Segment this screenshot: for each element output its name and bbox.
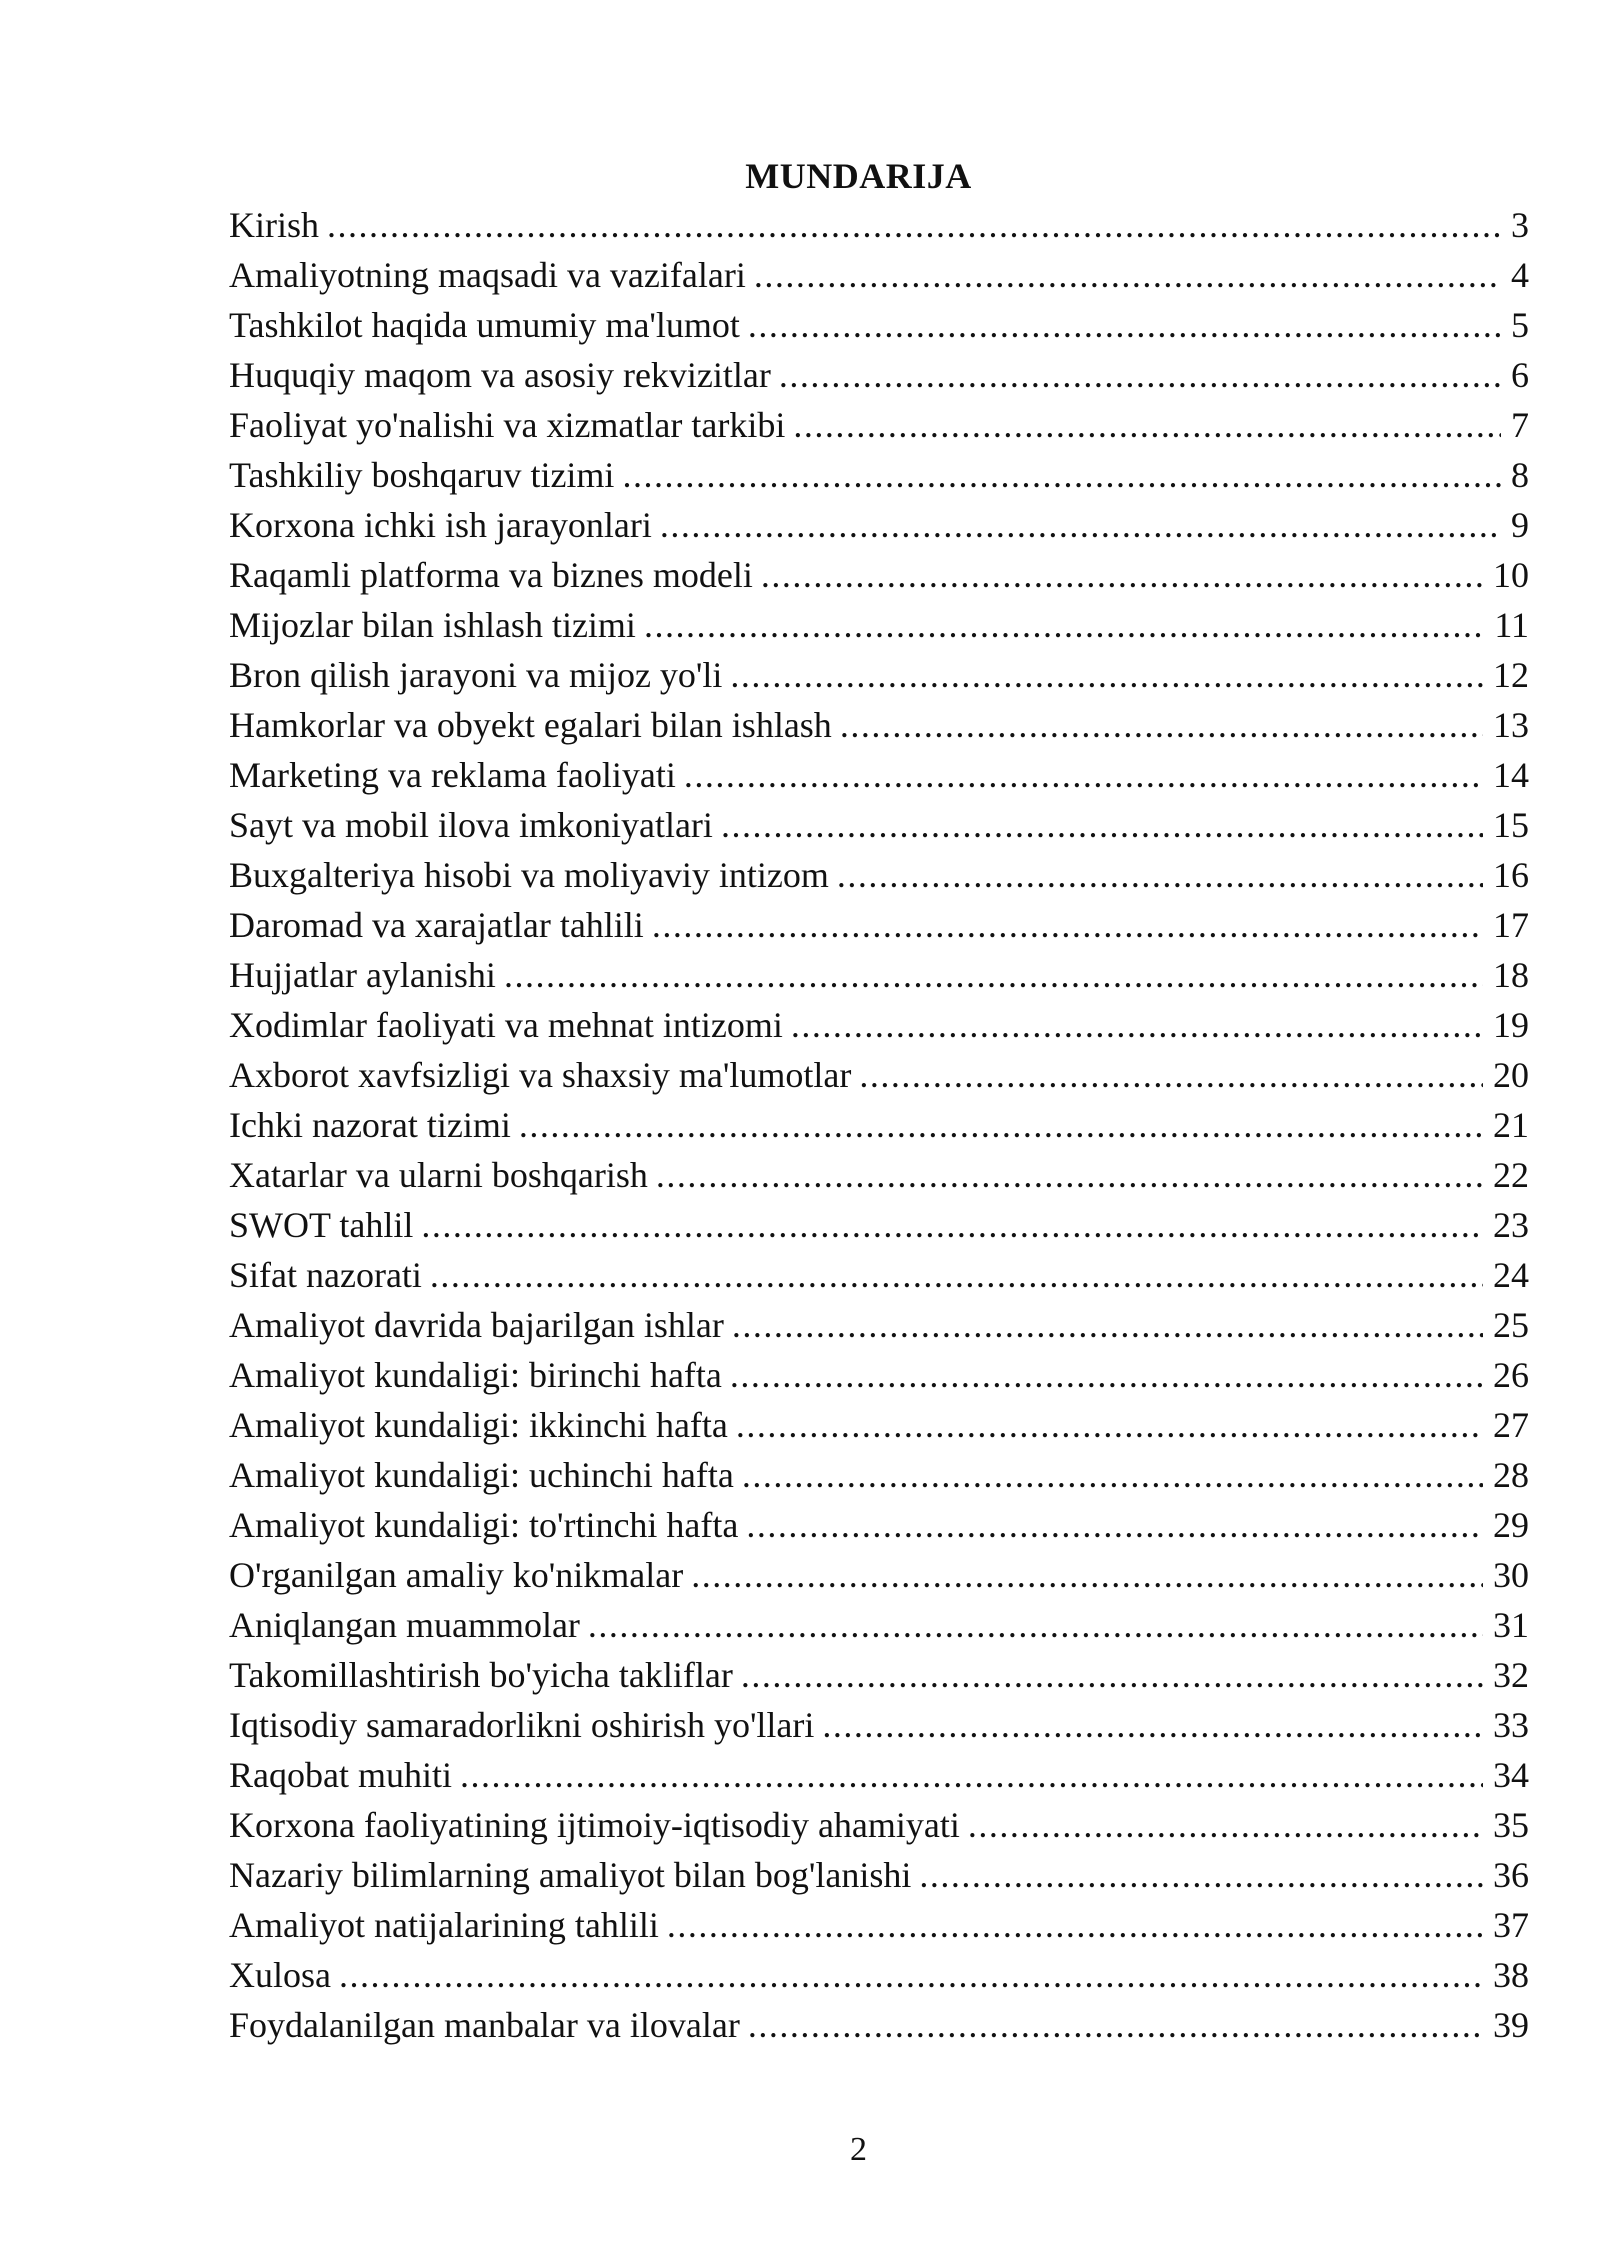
toc-entry-page: 7: [1511, 405, 1529, 445]
toc-entry[interactable]: [229, 1750, 1529, 1800]
toc-dot-leader: [791, 1000, 1483, 1050]
toc-entry-label: Xatarlar va ularni boshqarish: [229, 1155, 648, 1195]
toc-dot-leader: [859, 1050, 1483, 1100]
toc-entry[interactable]: [229, 800, 1529, 850]
toc-dot-leader: [339, 1950, 1483, 2000]
toc-dot-leader: [840, 700, 1483, 750]
toc-entry-page: 19: [1493, 1005, 1529, 1045]
toc-entry-label: Foydalanilgan manbalar va ilovalar: [229, 2005, 740, 2045]
toc-entry[interactable]: [229, 650, 1529, 700]
toc-entry-label: Kirish: [229, 205, 319, 245]
toc-dot-leader: [430, 1250, 1483, 1300]
toc-dot-leader: [754, 250, 1501, 300]
toc-entry-page: 24: [1493, 1255, 1529, 1295]
toc-entry-page: 3: [1511, 205, 1529, 245]
toc-entry-label: Korxona faoliyatining ijtimoiy-iqtisodiy ahamiyati: [229, 1805, 960, 1845]
toc-entry-page: 21: [1493, 1105, 1529, 1145]
toc-entry-label: Nazariy bilimlarning amaliyot bilan bog'lanishi: [229, 1855, 912, 1895]
toc-entry-label: Amaliyot kundaligi: to'rtinchi hafta: [229, 1505, 739, 1545]
toc-dot-leader: [622, 450, 1501, 500]
toc-entry-page: 34: [1493, 1755, 1529, 1795]
toc-entry-label: Raqobat muhiti: [229, 1755, 452, 1795]
toc-entry-label: Iqtisodiy samaradorlikni oshirish yo'llari: [229, 1705, 815, 1745]
toc-entry-page: 39: [1493, 2005, 1529, 2045]
toc-entry-page: 18: [1493, 955, 1529, 995]
toc-dot-leader: [327, 200, 1501, 250]
toc-entry[interactable]: [229, 400, 1529, 450]
toc-entry[interactable]: [229, 450, 1529, 500]
toc-entry[interactable]: [229, 550, 1529, 600]
toc-entry-page: 9: [1511, 505, 1529, 545]
toc-entry[interactable]: [229, 250, 1529, 300]
toc-entry[interactable]: [229, 750, 1529, 800]
toc-entry[interactable]: [229, 1450, 1529, 1500]
toc-entry-page: 28: [1493, 1455, 1529, 1495]
toc-entry-label: Amaliyot kundaligi: uchinchi hafta: [229, 1455, 734, 1495]
toc-entry-page: 27: [1493, 1405, 1529, 1445]
toc-dot-leader: [460, 1750, 1483, 1800]
toc-entry-label: Raqamli platforma va biznes modeli: [229, 555, 753, 595]
toc-entry-label: Aniqlangan muammolar: [229, 1605, 580, 1645]
toc-entry[interactable]: [229, 900, 1529, 950]
toc-entry-page: 25: [1493, 1305, 1529, 1345]
toc-entry-page: 20: [1493, 1055, 1529, 1095]
toc-entry[interactable]: [229, 1850, 1529, 1900]
toc-dot-leader: [837, 850, 1483, 900]
toc-entry-label: Tashkiliy boshqaruv tizimi: [229, 455, 615, 495]
toc-dot-leader: [519, 1100, 1483, 1150]
toc-dot-leader: [741, 1650, 1483, 1700]
toc-entry-page: 23: [1493, 1205, 1529, 1245]
toc-entry-label: Sayt va mobil ilova imkoniyatlari: [229, 805, 713, 845]
toc-entry[interactable]: [229, 1700, 1529, 1750]
toc-entry-label: O'rganilgan amaliy ko'nikmalar: [229, 1555, 684, 1595]
toc-entry-page: 31: [1493, 1605, 1529, 1645]
toc-entry-label: Korxona ichki ish jarayonlari: [229, 505, 652, 545]
toc-entry-page: 17: [1493, 905, 1529, 945]
toc-entry[interactable]: [229, 1200, 1529, 1250]
toc-entry-page: 6: [1511, 355, 1529, 395]
toc-entry-page: 13: [1493, 705, 1529, 745]
toc-entry-page: 11: [1494, 605, 1529, 645]
toc-entry-page: 5: [1511, 305, 1529, 345]
toc-entry-label: Daromad va xarajatlar tahlili: [229, 905, 644, 945]
toc-entry-label: Amaliyot davrida bajarilgan ishlar: [229, 1305, 724, 1345]
toc-entry-page: 26: [1493, 1355, 1529, 1395]
toc-entry[interactable]: [229, 1000, 1529, 1050]
toc-entry-label: Xodimlar faoliyati va mehnat intizomi: [229, 1005, 783, 1045]
toc-entry[interactable]: [229, 200, 1529, 250]
toc-dot-leader: [732, 1300, 1483, 1350]
toc-dot-leader: [919, 1850, 1483, 1900]
toc-entry[interactable]: [229, 1050, 1529, 1100]
toc-dot-leader: [504, 950, 1483, 1000]
toc-dot-leader: [793, 400, 1501, 450]
toc-entry-label: Amaliyotning maqsadi va vazifalari: [229, 255, 746, 295]
toc-dot-leader: [822, 1700, 1483, 1750]
page-number: 2: [850, 2131, 867, 2168]
toc-entry-label: Hamkorlar va obyekt egalari bilan ishlash: [229, 705, 832, 745]
toc-entry-label: Axborot xavfsizligi va shaxsiy ma'lumotlar: [229, 1055, 852, 1095]
toc-dot-leader: [730, 650, 1483, 700]
toc-entry[interactable]: [229, 850, 1529, 900]
toc-entry-page: 33: [1493, 1705, 1529, 1745]
toc-entry[interactable]: [229, 1800, 1529, 1850]
toc-entry-label: Xulosa: [229, 1955, 331, 1995]
toc-entry[interactable]: [229, 950, 1529, 1000]
toc-entry-page: 29: [1493, 1505, 1529, 1545]
toc-entry-label: Amaliyot kundaligi: ikkinchi hafta: [229, 1405, 728, 1445]
toc-entry-page: 35: [1493, 1805, 1529, 1845]
toc-dot-leader: [736, 1400, 1483, 1450]
toc-entry-label: Hujjatlar aylanishi: [229, 955, 496, 995]
toc-entry[interactable]: [229, 1650, 1529, 1700]
toc-dot-leader: [721, 800, 1483, 850]
toc-entry[interactable]: [229, 1150, 1529, 1200]
toc-dot-leader: [748, 300, 1501, 350]
toc-entry[interactable]: [229, 1250, 1529, 1300]
toc-title: MUNDARIJA: [745, 156, 972, 196]
toc-entry-page: 22: [1493, 1155, 1529, 1195]
toc-dot-leader: [652, 900, 1483, 950]
toc-entry-label: Takomillashtirish bo'yicha takliflar: [229, 1655, 733, 1695]
toc-entry-label: Bron qilish jarayoni va mijoz yo'li: [229, 655, 723, 695]
toc-entry-page: 15: [1493, 805, 1529, 845]
toc-entry-page: 8: [1511, 455, 1529, 495]
toc-entry-label: Amaliyot natijalarining tahlili: [229, 1905, 659, 1945]
toc-entry-label: Marketing va reklama faoliyati: [229, 755, 676, 795]
toc-entry-page: 16: [1493, 855, 1529, 895]
toc-dot-leader: [730, 1350, 1483, 1400]
toc-entry[interactable]: [229, 2000, 1529, 2050]
toc-dot-leader: [588, 1600, 1483, 1650]
toc-entry-label: Huquqiy maqom va asosiy rekvizitlar: [229, 355, 771, 395]
toc-entry-label: Sifat nazorati: [229, 1255, 422, 1295]
toc-dot-leader: [761, 550, 1483, 600]
toc-entry[interactable]: [229, 1500, 1529, 1550]
toc-entry-page: 32: [1493, 1655, 1529, 1695]
toc-entry[interactable]: [229, 300, 1529, 350]
toc-entry[interactable]: [229, 1350, 1529, 1400]
toc-entry-page: 37: [1493, 1905, 1529, 1945]
toc-entry[interactable]: [229, 700, 1529, 750]
toc-entry-page: 36: [1493, 1855, 1529, 1895]
toc-entry-label: SWOT tahlil: [229, 1205, 414, 1245]
toc-entry[interactable]: [229, 1900, 1529, 1950]
toc-dot-leader: [421, 1200, 1483, 1250]
toc-entry-page: 12: [1493, 655, 1529, 695]
toc-dot-leader: [660, 500, 1501, 550]
toc-dot-leader: [779, 350, 1501, 400]
toc-entry[interactable]: [229, 1400, 1529, 1450]
toc-entry-page: 4: [1511, 255, 1529, 295]
toc-entry[interactable]: [229, 1950, 1529, 2000]
toc-dot-leader: [968, 1800, 1483, 1850]
toc-entry[interactable]: [229, 1300, 1529, 1350]
toc-entry[interactable]: [229, 600, 1529, 650]
toc-entry-page: 14: [1493, 755, 1529, 795]
toc-entry-label: Amaliyot kundaligi: birinchi hafta: [229, 1355, 722, 1395]
toc-dot-leader: [644, 600, 1484, 650]
toc-entry[interactable]: [229, 500, 1529, 550]
toc-dot-leader: [684, 750, 1483, 800]
toc-dot-leader: [667, 1900, 1483, 1950]
toc-dot-leader: [742, 1450, 1483, 1500]
toc-dot-leader: [691, 1550, 1483, 1600]
toc-entry[interactable]: [229, 1100, 1529, 1150]
toc-entry[interactable]: [229, 1600, 1529, 1650]
toc-entry-page: 38: [1493, 1955, 1529, 1995]
toc-dot-leader: [656, 1150, 1483, 1200]
toc-entry-page: 10: [1493, 555, 1529, 595]
toc-entry-page: 30: [1493, 1555, 1529, 1595]
toc-entry-label: Ichki nazorat tizimi: [229, 1105, 511, 1145]
table-of-contents: [229, 200, 1529, 2050]
toc-entry-label: Tashkilot haqida umumiy ma'lumot: [229, 305, 740, 345]
toc-dot-leader: [746, 1500, 1483, 1550]
toc-entry[interactable]: [229, 1550, 1529, 1600]
toc-entry-label: Faoliyat yo'nalishi va xizmatlar tarkibi: [229, 405, 786, 445]
toc-entry-label: Buxgalteriya hisobi va moliyaviy intizom: [229, 855, 829, 895]
toc-entry[interactable]: [229, 350, 1529, 400]
toc-dot-leader: [748, 2000, 1483, 2050]
toc-entry-label: Mijozlar bilan ishlash tizimi: [229, 605, 636, 645]
